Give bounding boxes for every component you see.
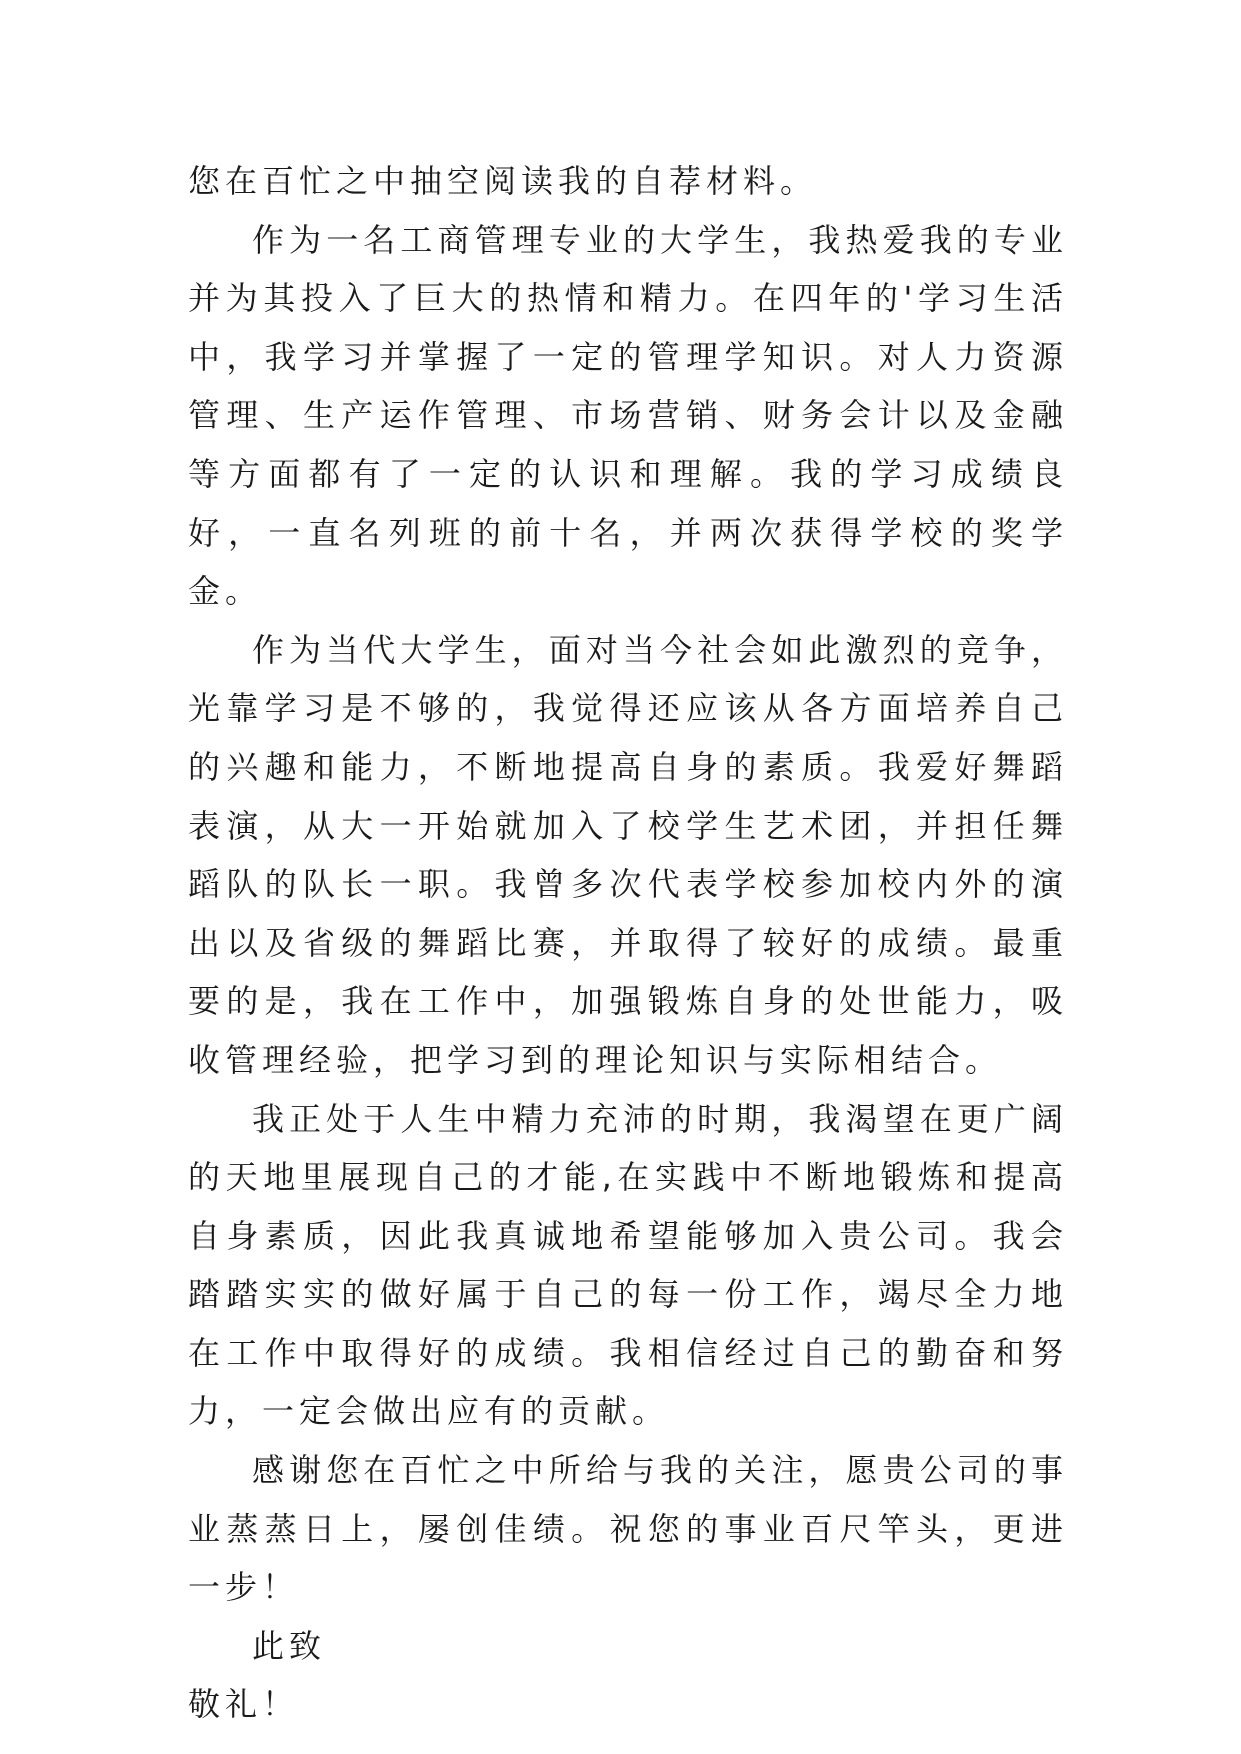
paragraph-thanks: 感谢您在百忙之中所给与我的关注，愿贵公司的事业蒸蒸日上，屡创佳绩。祝您的事业百尺竿头，更进一步！ [188, 1451, 1068, 1607]
paragraph-major: 作为一名工商管理专业的大学生，我热爱我的专业并为其投入了巨大的热情和精力。在四年的'学习生活中，我学习并掌握了一定的管理学知识。对人力资源管理、生产运作管理、市场营销、财务会计以及金融等方面都有了一定的认识和理解。我的学习成绩良好，一直名列班的前十名，并两次获得学校的奖学金。 [188, 220, 1068, 611]
letter-body [188, 152, 1068, 1734]
paragraph-opening: 您在百忙之中抽空阅读我的自荐材料。 [188, 162, 818, 200]
closing-regards: 敬礼！ [188, 1685, 300, 1724]
paragraph-aspiration: 我正处于人生中精力充沛的时期，我渴望在更广阔的天地里展现自己的才能,在实践中不断地锻炼和提高自身素质，因此我真诚地希望能够加入贵公司。我会踏踏实实的做好属于自己的每一份工作，竭尽全力地在工作中取得好的成绩。我相信经过自己的勤奋和努力，一定会做出应有的贡献。 [188, 1099, 1068, 1431]
paragraph-activities: 作为当代大学生，面对当今社会如此激烈的竞争，光靠学习是不够的，我觉得还应该从各方面培养自己的兴趣和能力，不断地提高自身的素质。我爱好舞蹈表演，从大一开始就加入了校学生艺术团，并担任舞蹈队的队长一职。我曾多次代表学校参加校内外的演出以及省级的舞蹈比赛，并取得了较好的成绩。最重要的是，我在工作中，加强锻炼自身的处世能力，吸收管理经验，把学习到的理论知识与实际相结合。 [188, 630, 1068, 1079]
closing-salutation: 此致 [252, 1626, 327, 1665]
